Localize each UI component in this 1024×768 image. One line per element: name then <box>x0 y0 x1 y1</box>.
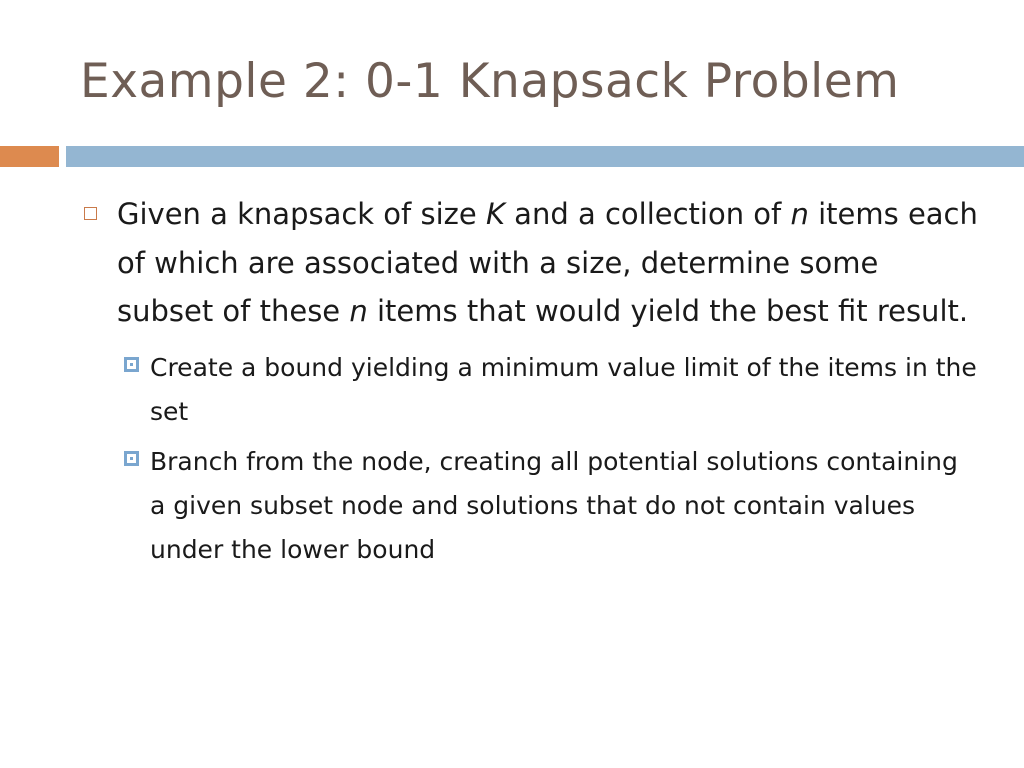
bullet-text-segment: Given a knapsack of size <box>117 197 486 231</box>
sub-bullet-item <box>150 440 980 572</box>
bullet-item <box>80 190 980 336</box>
variable-n: n <box>790 197 809 231</box>
slide-title: Example 2: 0-1 Knapsack Problem <box>80 54 900 109</box>
title-divider-bar <box>66 146 1024 167</box>
title-accent-bar <box>0 146 59 167</box>
bullet-text-segment: and a collection of <box>504 197 791 231</box>
square-bullet-icon <box>124 451 139 466</box>
hollow-square-bullet-icon <box>84 207 97 220</box>
bullet-text-segment: items that would yield the best fit result. <box>367 294 969 328</box>
sub-bullet-text: Create a bound yielding a minimum value limit of the items in the set <box>150 352 977 426</box>
bullet-text-segment: items each of which are associated with a size, determine some subset of these <box>117 197 978 328</box>
variable-k: K <box>485 197 505 231</box>
slide-body <box>80 190 980 572</box>
sub-bullet-item <box>150 346 980 434</box>
sub-bullet-text: Branch from the node, creating all potential solutions containing a given subset node and solutions that do not contain values under the lower bound <box>150 446 958 564</box>
bullet-text <box>117 197 978 328</box>
variable-n: n <box>349 294 368 328</box>
square-bullet-icon <box>124 357 139 372</box>
